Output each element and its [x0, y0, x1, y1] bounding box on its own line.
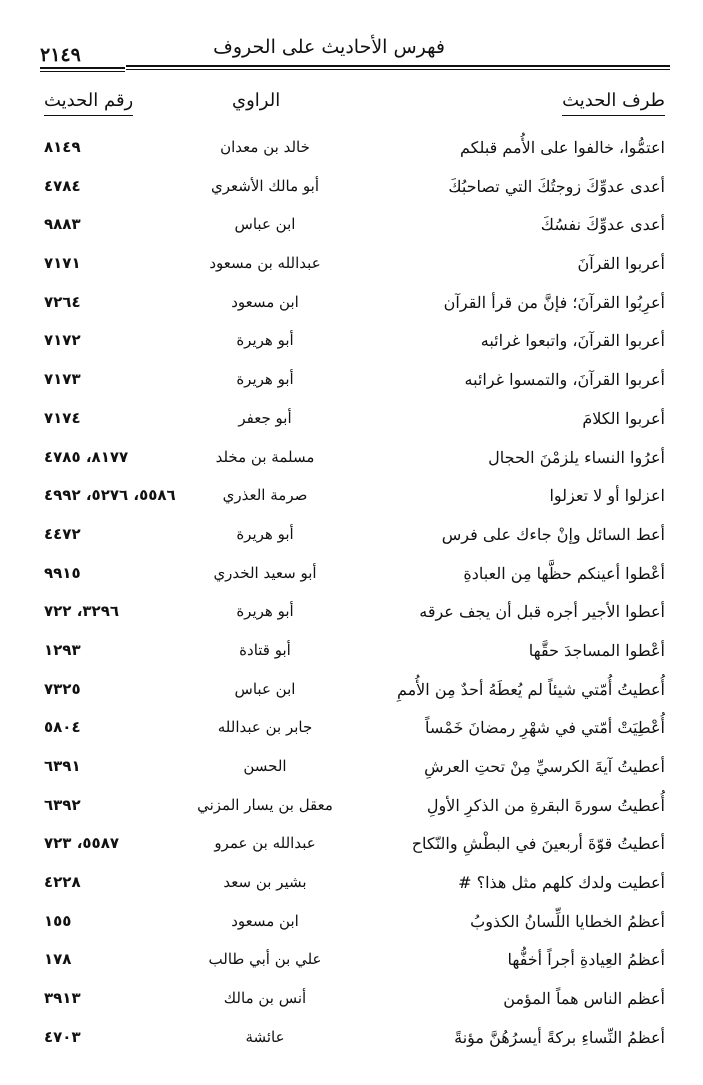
- hadith-number: ٤٢٢٨: [44, 873, 81, 892]
- hadith-tarf: أعظمُ النِّساءِ بركةً أيسرُهُنَّ مؤنةً: [454, 1027, 665, 1047]
- hadith-rawi: ابن عباس: [234, 679, 296, 698]
- hadith-number: ١٢٩٣: [44, 640, 81, 659]
- hadith-number: ٤٤٧٢: [44, 524, 81, 543]
- hadith-tarf: أعربوا الكلامَ: [582, 408, 665, 428]
- hadith-number: ١٧٨: [44, 950, 72, 969]
- table-row: [0, 209, 703, 248]
- table-row: [0, 944, 703, 983]
- table-row: [0, 132, 703, 171]
- hadith-index-table: [0, 132, 703, 1061]
- header-rule-short: [40, 67, 125, 72]
- hadith-number: ٣٩١٣: [44, 989, 81, 1008]
- hadith-number: ٧١٧٤: [44, 408, 81, 427]
- hadith-number: ٣٢٩٦، ٧٢٢: [44, 602, 120, 621]
- hadith-tarf: أعرُوا النساء يلزمْنَ الحجال: [488, 447, 665, 467]
- hadith-tarf: أعطيتُ قوّةَ أربعينَ في البطْشِ والنّكاح: [411, 834, 665, 854]
- hadith-number: ٩٩١٥: [44, 563, 81, 582]
- hadith-rawi: أبو قتادة: [239, 640, 291, 659]
- hadith-tarf: أعربوا القرآنَ، واتبعوا غرائبه: [480, 331, 665, 351]
- table-row: [0, 674, 703, 713]
- hadith-rawi: بشير بن سعد: [223, 873, 307, 892]
- hadith-tarf: أعدى عدوِّكَ نفسُكَ: [540, 215, 665, 235]
- table-row: [0, 828, 703, 867]
- hadith-rawi: أنس بن مالك: [223, 989, 307, 1008]
- hadith-number: ٧٣٢٥: [44, 679, 81, 698]
- table-row: [0, 248, 703, 287]
- hadith-number: ٥٨٠٤: [44, 718, 81, 737]
- table-row: [0, 1022, 703, 1061]
- table-row: [0, 442, 703, 481]
- hadith-tarf: اعزلوا أو لا تعزلوا: [549, 486, 665, 506]
- hadith-rawi: عبدالله بن عمرو: [214, 834, 316, 853]
- header-rule-long: [126, 65, 670, 70]
- hadith-number: ٩٨٨٣: [44, 215, 81, 234]
- hadith-tarf: أعربوا القرآنَ: [577, 254, 665, 274]
- hadith-number: ٥٥٨٧، ٧٢٣: [44, 834, 120, 853]
- hadith-rawi: جابر بن عبدالله: [217, 718, 313, 737]
- hadith-tarf: أُعْطِيَتْ أمّتي في شهْرِ رمضانَ خَمْساً: [425, 718, 665, 738]
- hadith-rawi: ابن عباس: [234, 215, 296, 234]
- table-row: [0, 635, 703, 674]
- hadith-tarf: أعْطوا المساجدَ حقَّها: [528, 640, 665, 660]
- table-row: [0, 558, 703, 597]
- table-row: [0, 983, 703, 1022]
- hadith-number: ٦٣٩١: [44, 757, 81, 775]
- column-header-rawi: الراوي: [232, 90, 281, 111]
- hadith-rawi: أبو هريرة: [236, 370, 294, 389]
- hadith-rawi: أبو جعفر: [238, 408, 292, 427]
- hadith-rawi: أبو سعيد الخدري: [213, 563, 317, 582]
- page-header: [40, 36, 670, 76]
- table-row: [0, 906, 703, 945]
- hadith-rawi: صرمة العذري: [222, 486, 308, 505]
- hadith-tarf: أعطيت ولدك كلهم مثل هذا؟ #: [458, 873, 665, 893]
- hadith-number: ٧٢٦٤: [44, 292, 81, 311]
- page-number: ٢١٤٩: [40, 44, 81, 66]
- table-row: [0, 403, 703, 442]
- page-title: فهرس الأحاديث على الحروف: [213, 36, 445, 58]
- hadith-rawi: الحسن: [243, 757, 287, 775]
- table-row: [0, 171, 703, 210]
- hadith-rawi: عبدالله بن مسعود: [209, 254, 321, 273]
- hadith-tarf: أعْطوا أعينكم حظَّها مِن العبادةِ: [463, 563, 665, 583]
- table-row: [0, 790, 703, 829]
- hadith-rawi: عائشة: [245, 1027, 285, 1046]
- hadith-number: ٨١٤٩: [44, 138, 81, 156]
- table-row: [0, 596, 703, 635]
- hadith-number: ٨١٧٧، ٤٧٨٥: [44, 447, 129, 466]
- hadith-number: ٧١٧٣: [44, 370, 81, 389]
- hadith-number: ٤٧٠٣: [44, 1027, 81, 1046]
- hadith-number: ١٥٥: [44, 911, 72, 930]
- hadith-tarf: أُعطيتُ أُمّتي شيئاً لم يُعطَهُ أحدٌ مِن الأُممِ: [396, 679, 665, 699]
- hadith-tarf: أُعطيتُ سورةَ البقرةِ من الذكرِ الأولِ: [426, 795, 665, 815]
- hadith-tarf: أعدى عدوِّكَ زوجتُكَ التي تصاحبُكَ: [448, 176, 665, 196]
- table-row: [0, 519, 703, 558]
- hadith-rawi: أبو هريرة: [236, 602, 294, 621]
- hadith-rawi: ابن مسعود: [231, 911, 299, 930]
- table-row: [0, 480, 703, 519]
- table-row: [0, 364, 703, 403]
- hadith-number: ٥٥٨٦، ٥٢٧٦، ٤٩٩٢: [44, 486, 176, 505]
- hadith-tarf: أعط السائل وإنْ جاءك على فرس: [441, 524, 665, 544]
- hadith-tarf: اعتمُّوا، خالفوا على الأُمم قبلكم: [460, 138, 665, 157]
- table-row: [0, 751, 703, 790]
- hadith-number: ٧١٧٢: [44, 331, 81, 350]
- hadith-tarf: أعظمُ الخطايا اللِّسانُ الكذوبُ: [470, 911, 665, 931]
- hadith-rawi: ابن مسعود: [231, 292, 299, 311]
- hadith-rawi: علي بن أبي طالب: [208, 950, 322, 969]
- table-row: [0, 712, 703, 751]
- table-row: [0, 287, 703, 326]
- hadith-tarf: أعظم الناس هماً المؤمن: [503, 989, 665, 1009]
- hadith-number: ٦٣٩٢: [44, 795, 81, 814]
- hadith-rawi: أبو هريرة: [236, 524, 294, 543]
- hadith-tarf: أعربوا القرآنَ، والتمسوا غرائبه: [464, 370, 665, 390]
- hadith-rawi: مسلمة بن مخلد: [215, 447, 315, 466]
- hadith-number: ٧١٧١: [44, 254, 81, 273]
- hadith-rawi: أبو مالك الأشعري: [211, 176, 319, 195]
- table-row: [0, 325, 703, 364]
- hadith-tarf: أعطيتُ آيةَ الكرسيِّ مِنْ تحتِ العرشِ: [424, 757, 665, 776]
- hadith-tarf: أعرِبُوا القرآنَ؛ فإنَّ من قرأ القرآن: [443, 292, 665, 312]
- column-header-number: رقم الحديث: [44, 90, 133, 116]
- hadith-tarf: أعطوا الأجير أجره قبل أن يجف عرقه: [419, 602, 665, 622]
- hadith-rawi: أبو هريرة: [236, 331, 294, 350]
- hadith-number: ٤٧٨٤: [44, 176, 81, 195]
- hadith-tarf: أعظمُ العِيادةِ أجراً أخفُّها: [507, 950, 665, 970]
- table-row: [0, 867, 703, 906]
- column-header-tarf: طرف الحديث: [562, 90, 665, 116]
- hadith-rawi: خالد بن معدان: [220, 138, 310, 156]
- hadith-rawi: معقل بن يسار المزني: [197, 795, 333, 814]
